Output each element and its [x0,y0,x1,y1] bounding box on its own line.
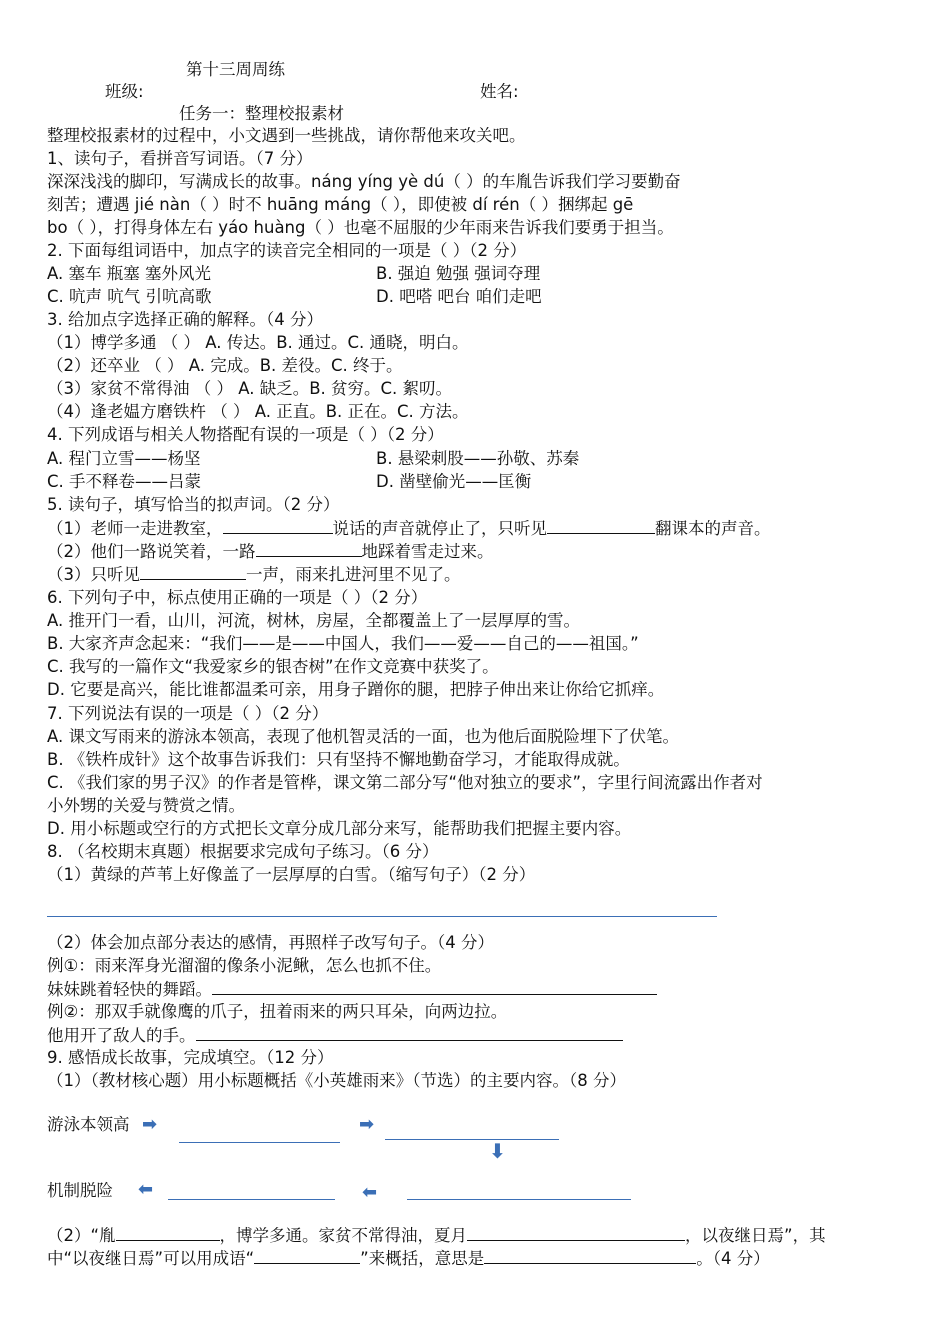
q8-sentence-1 [47,978,657,1001]
blank[interactable] [547,517,655,534]
q9-item-1: （1）（教材核心题）用小标题概括《小英雄雨来》（节选）的主要内容。（8 分） [47,1071,626,1090]
q3-item-2: （2）还卒业 （ ） A. 完成。B. 差役。C. 终于。 [47,356,403,375]
q8-title: 8. （名校期末真题）根据要求完成句子练习。（6 分） [47,842,439,861]
q4-option-a: A. 程门立雪——杨坚 [47,449,201,468]
blank[interactable] [140,563,246,580]
q2-title: 2. 下面每组词语中，加点字的读音完全相同的一项是（ ）（2 分） [47,241,527,260]
blank[interactable] [256,540,362,557]
q8-example-2: 例②：那双手就像鹰的爪子，扭着雨来的两只耳朵，向两边拉。 [47,1002,508,1021]
q9-item-2-line2 [47,1247,770,1270]
blank[interactable] [116,1224,220,1241]
q5-item-2 [47,540,494,563]
flow-blank[interactable] [179,1142,340,1143]
q7-title: 7. 下列说法有误的一项是（ ）（2 分） [47,704,329,723]
flow-box-2: 机制脱险 [47,1181,113,1200]
q8-item-2: （2）体会加点部分表达的感情，再照样子改写句子。（4 分） [47,933,494,952]
q6-option-c: C. 我写的一篇作文“我爱家乡的银杏树”在作文竞赛中获奖了。 [47,657,499,676]
q5-item-3-b: 一声，雨来扎进河里不见了。 [246,565,461,584]
q8-item-1: （1）黄绿的芦苇上好像盖了一层厚厚的白雪。（缩写句子）（2 分） [47,865,536,884]
q9-item-2-b: ，博学多通。家贫不常得油，夏月 [219,1226,468,1245]
q6-option-b: B. 大家齐声念起来：“我们——是——中国人，我们——爱——自己的——祖国。” [47,634,639,653]
q5-item-2-a: （2）他们一路说笑着，一路 [47,542,256,561]
q5-item-1-c: 翻课本的声音。 [655,519,771,538]
q4-option-c: C. 手不释卷——吕蒙 [47,472,202,491]
q8-sentence-2-text: 他用开了敌人的手。 [47,1026,196,1045]
answer-line[interactable] [196,1024,623,1041]
arrow-left-icon: ⬅ [138,1179,154,1200]
q9-item-2-f: 。（4 分） [696,1249,770,1268]
q7-option-c-line1: C. 《我们家的男子汉》的作者是管桦，课文第二部分写“他对独立的要求”，字里行间流露出作者对 [47,773,763,792]
q6-option-a: A. 推开门一看，山川，河流，树林，房屋，全都覆盖上了一层厚厚的雪。 [47,611,580,630]
blank[interactable] [467,1224,685,1241]
q5-item-1 [47,517,771,540]
flow-blank[interactable] [168,1199,335,1200]
q3-item-4: （4）逢老媪方磨铁杵 （ ） A. 正直。B. 正在。C. 方法。 [47,402,469,421]
flow-box-1: 游泳本领高 [47,1115,130,1134]
task-heading: 任务一：整理校报素材 [179,104,344,123]
arrow-left-icon: ⬅ [362,1182,378,1203]
q9-item-2-d: 中“以夜继日焉”可以用成语“ [47,1249,255,1268]
q3-item-1: （1）博学多通 （ ） A. 传达。B. 通过。C. 通晓，明白。 [47,333,469,352]
q9-item-2-line1 [47,1224,826,1247]
q4-option-b: B. 悬梁刺股——孙敬、苏秦 [376,449,580,468]
q2-option-b: B. 强迫 勉强 强词夺理 [376,264,541,283]
q5-item-3 [47,563,461,586]
q8-example-1: 例①：雨来浑身光溜溜的像条小泥鳅，怎么也抓不住。 [47,956,442,975]
q9-item-2-e: ”来概括，意思是 [360,1249,485,1268]
q5-item-2-b: 地踩着雪走过来。 [361,542,494,561]
q6-option-d: D. 它要是高兴，能比谁都温柔可亲，用身子蹭你的腿，把脖子伸出来让你给它抓痒。 [47,680,665,699]
q7-option-d: D. 用小标题或空行的方式把长文章分成几部分来写，能帮助我们把握主要内容。 [47,819,632,838]
q7-option-b: B. 《铁杵成针》这个故事告诉我们：只有坚持不懈地勤奋学习，才能取得成就。 [47,750,630,769]
q1-line3: bo（ ），打得身体左右 yáo huàng（ ）也毫不屈服的少年雨来告诉我们要勇于担当。 [47,218,674,237]
q2-option-d: D. 吧嗒 吧台 咱们走吧 [376,287,542,306]
q1-line2: 刻苦；遭遇 jié nàn（ ）时不 huāng máng（ ），即使被 dí rén（ ）捆绑起 gē [47,195,634,214]
q4-option-d: D. 凿壁偷光——匡衡 [376,472,532,491]
class-label: 班级: [105,82,144,101]
answer-line[interactable] [212,978,657,995]
q8-sentence-2 [47,1024,623,1047]
intro-text: 整理校报素材的过程中，小文遇到一些挑战，请你帮他来攻关吧。 [47,126,526,145]
q5-item-1-b: 说话的声音就停止了，只听见 [332,519,547,538]
name-label: 姓名: [480,82,519,101]
q1-title: 1、读句子，看拼音写词语。（7 分） [47,149,313,168]
page-title: 第十三周周练 [186,60,285,79]
q2-option-a: A. 塞车 瓶塞 塞外风光 [47,264,211,283]
q5-item-1-a: （1）老师一走进教室， [47,519,223,538]
q6-title: 6. 下列句子中，标点使用正确的一项是（ ）（2 分） [47,588,428,607]
q9-item-2-c: ，以夜继日焉”，其 [685,1226,826,1245]
q5-title: 5. 读句子，填写恰当的拟声词。（2 分） [47,495,340,514]
q7-option-a: A. 课文写雨来的游泳本领高，表现了他机智灵活的一面，也为他后面脱险埋下了伏笔。 [47,727,679,746]
arrow-right-icon: ➡ [359,1114,375,1135]
blank[interactable] [484,1247,696,1264]
q8-sentence-1-text: 妹妹跳着轻快的舞蹈。 [47,980,212,999]
q7-option-c-line2: 小外甥的关爱与赞赏之情。 [47,796,245,815]
q5-item-3-a: （3）只听见 [47,565,140,584]
q4-title: 4. 下列成语与相关人物搭配有误的一项是（ ）（2 分） [47,425,444,444]
blank[interactable] [254,1247,360,1264]
arrow-right-icon: ➡ [142,1114,158,1135]
blank[interactable] [223,517,333,534]
flow-blank[interactable] [385,1139,559,1140]
q9-item-2-a: （2）“胤 [47,1226,116,1245]
q3-item-3: （3）家贫不常得油 （ ） A. 缺乏。B. 贫穷。C. 絮叨。 [47,379,453,398]
q3-title: 3. 给加点字选择正确的解释。（4 分） [47,310,323,329]
q9-title: 9. 感悟成长故事，完成填空。（12 分） [47,1048,334,1067]
arrow-down-icon: ⬇ [489,1139,506,1163]
flow-blank[interactable] [407,1199,631,1200]
q2-option-c: C. 吭声 吭气 引吭高歌 [47,287,212,306]
q1-line1: 深深浅浅的脚印，写满成长的故事。náng yíng yè dú（ ）的车胤告诉我们学习要勤奋 [47,172,681,191]
answer-line[interactable] [47,916,717,917]
